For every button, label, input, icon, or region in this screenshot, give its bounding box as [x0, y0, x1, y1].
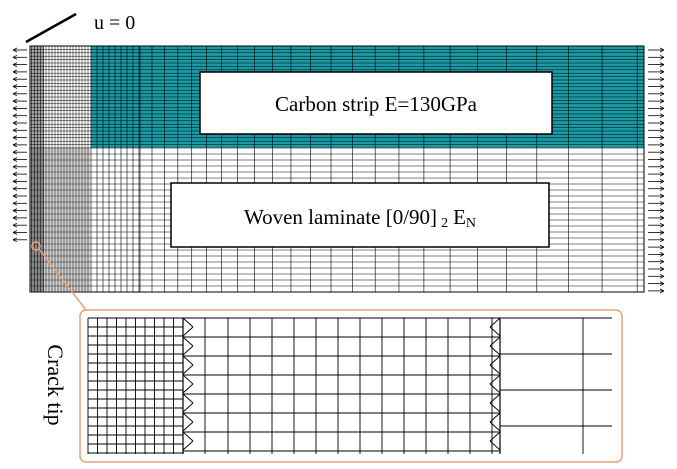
left-load-arrows — [13, 48, 27, 242]
boundary-label: u = 0 — [94, 12, 136, 34]
crack-tip-label: Crack tip — [43, 344, 68, 426]
detail-frame — [80, 310, 622, 462]
fixed-boundary-stroke — [26, 14, 76, 42]
carbon-strip-label-box — [200, 72, 552, 134]
woven-laminate-label: Woven laminate [0/90] 2 EN — [243, 205, 477, 231]
woven-laminate-label-box — [171, 183, 549, 247]
right-load-arrows — [648, 48, 664, 293]
carbon-strip-label: Carbon strip E=130GPa — [275, 92, 477, 116]
